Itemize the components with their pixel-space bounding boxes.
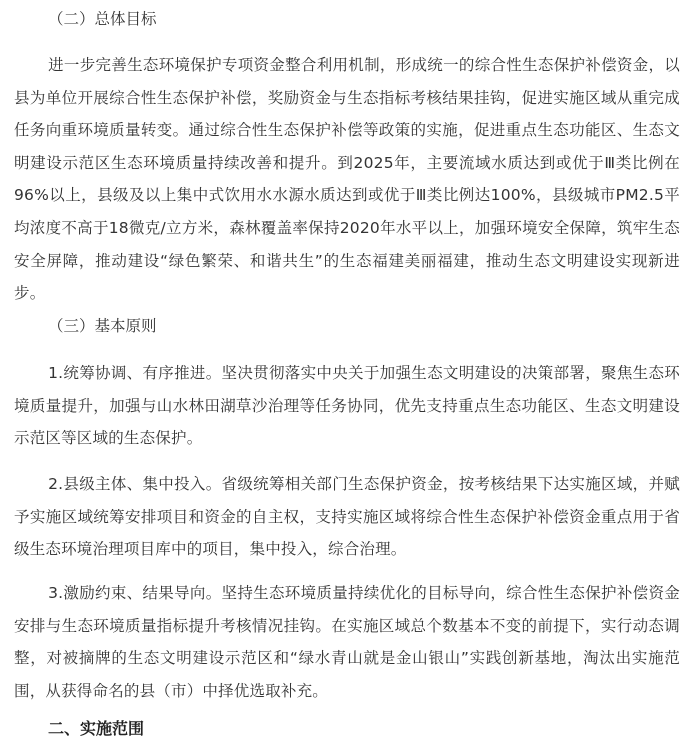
section-heading-overall-goal: （二）总体目标 — [48, 10, 157, 28]
section-heading-basic-principles: （三）基本原则 — [48, 317, 157, 335]
paragraph-principle-3: 3.激励约束、结果导向。坚持生态环境质量持续优化的目标导向，综合性生态保护补偿资金安排与生态环境质量指标提升考核情况挂钩。在实施区域总个数基本不变的前提下，实行动态调整，对被摘牌的生态文明建设示范区和“绿水青山就是金山银山”实践创新基地，淘汰出实施范围，从获得命名的县（市）中择优选取补充。 — [14, 584, 680, 700]
paragraph-principle-1: 1.统筹协调、有序推进。坚决贯彻落实中央关于加强生态文明建设的决策部署，聚焦生态环境质量提升，加强与山水林田湖草沙治理等任务协同，优先支持重点生态功能区、生态文明建设示范区等区域的生态保护。 — [14, 364, 680, 448]
paragraph-overall-goal: 进一步完善生态环境保护专项资金整合利用机制，形成统一的综合性生态保护补偿资金，以县为单位开展综合性生态保护补偿，奖励资金与生态指标考核结果挂钩，促进实施区域从重完成任务向重环境质量转变。通过综合性生态保护补偿等政策的实施，促进重点生态功能区、生态文明建设示范区生态环境质量持续改善和提升。到2025年，主要流域水质达到或优于Ⅲ类比例在96%以上，县级及以上集中式饮用水水源水质达到或优于Ⅲ类比例达100%，县级城市PM2.5平均浓度不高于18微克/立方米，森林覆盖率保持2020年水平以上，加强环境安全保障，筑牢生态安全屏障，推动建设“绿色繁荣、和谐共生”的生态福建美丽福建，推动生态文明建设实现新进步。 — [14, 56, 680, 303]
paragraph-principle-2: 2.县级主体、集中投入。省级统筹相关部门生态保护资金，按考核结果下达实施区域，并赋予实施区域统筹安排项目和资金的自主权，支持实施区域将综合性生态保护补偿资金重点用于省级生态环境治理项目库中的项目，集中投入，综合治理。 — [14, 475, 680, 559]
section-heading-implementation-scope: 二、实施范围 — [48, 719, 145, 738]
